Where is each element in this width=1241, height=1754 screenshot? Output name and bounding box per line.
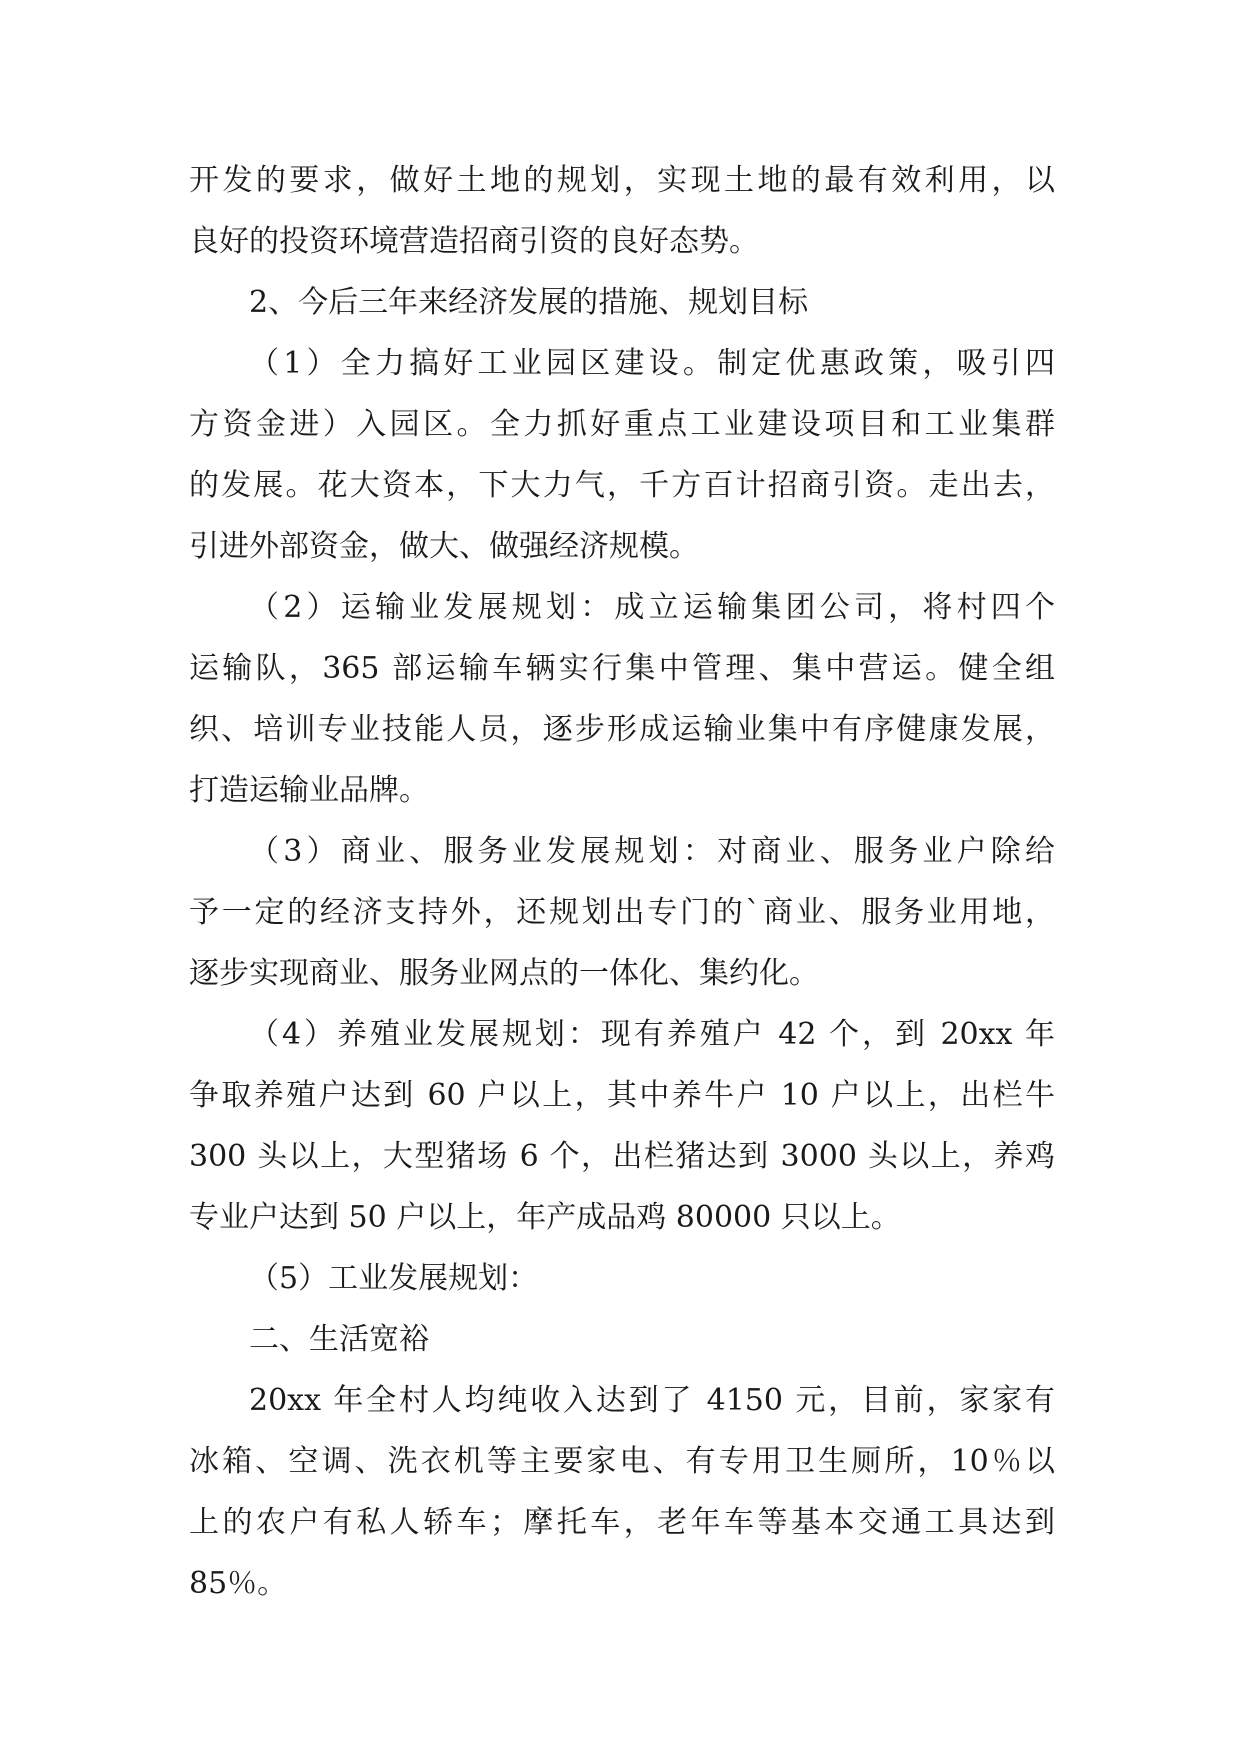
section-heading: 二、生活宽裕 [249,1322,429,1357]
paragraph-line: （2）运输业发展规划：成立运输集团公司，将村四个 [249,590,1055,625]
paragraph-line: 运输队，365 部运输车辆实行集中管理、集中营运。健全组 [189,651,1055,686]
paragraph-line: 300 头以上，大型猪场 6 个，出栏猪达到 3000 头以上，养鸡 [189,1139,1055,1174]
paragraph-line: 织、培训专业技能人员，逐步形成运输业集中有序健康发展， [189,712,1055,747]
document-body [189,150,1055,1614]
paragraph-line: 20xx 年全村人均纯收入达到了 4150 元，目前，家家有 [249,1383,1055,1418]
paragraph-line: （1）全力搞好工业园区建设。制定优惠政策，吸引四 [249,346,1055,381]
paragraph-line: 上的农户有私人轿车；摩托车，老年车等基本交通工具达到 [189,1505,1055,1540]
paragraph-line: （3）商业、服务业发展规划：对商业、服务业户除给 [249,834,1055,869]
paragraph-line: 85％。 [189,1566,288,1601]
paragraph-line: 引进外部资金，做大、做强经济规模。 [189,529,699,564]
paragraph-line: 打造运输业品牌。 [189,773,429,808]
paragraph-line: （5）工业发展规划： [249,1261,539,1296]
section-heading: 2、今后三年来经济发展的措施、规划目标 [249,285,809,320]
paragraph-line: 方资金进）入园区。全力抓好重点工业建设项目和工业集群 [189,407,1055,442]
paragraph-line: 冰箱、空调、洗衣机等主要家电、有专用卫生厕所，10％以 [189,1444,1055,1479]
paragraph-line: 予一定的经济支持外，还规划出专门的`商业、服务业用地， [189,895,1055,930]
paragraph-line: 争取养殖户达到 60 户以上，其中养牛户 10 户以上，出栏牛 [189,1078,1055,1113]
paragraph-line: 逐步实现商业、服务业网点的一体化、集约化。 [189,956,819,991]
paragraph-line: （4）养殖业发展规划：现有养殖户 42 个，到 20xx 年 [249,1017,1055,1052]
paragraph-line: 良好的投资环境营造招商引资的良好态势。 [189,224,759,259]
paragraph-line: 开发的要求，做好土地的规划，实现土地的最有效利用，以 [189,163,1055,198]
paragraph-line: 的发展。花大资本，下大力气，千方百计招商引资。走出去， [189,468,1055,503]
paragraph-line: 专业户达到 50 户以上，年产成品鸡 80000 只以上。 [189,1200,901,1235]
